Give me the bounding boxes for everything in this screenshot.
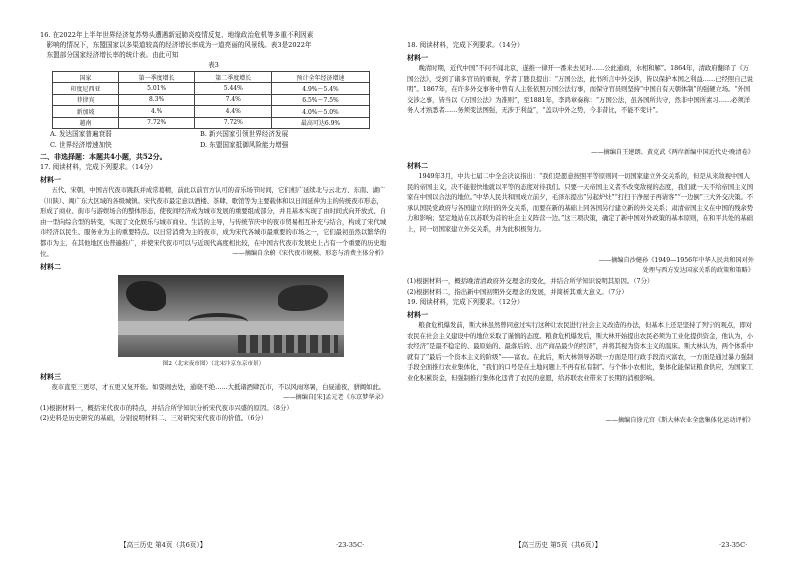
table-cell: 越南 [53, 117, 119, 128]
table-cell: 最高可达6.9% [272, 117, 370, 128]
material-1-source: ——摘编自王建朗、黄克武《两岸新编中国近代史·晚清卷》 [591, 149, 754, 156]
material-3-heading: 材料三 [40, 371, 61, 381]
q19-title: 19. 阅读材料，完成下列要求。（12分） [407, 298, 524, 306]
table-cell: 4.4% [195, 106, 272, 117]
table-cell: 4.0%～5.0% [272, 106, 370, 117]
q17-part-2: (2)史料是历史研究的基础，分别说明材料二、三对研究宋代夜市的价值。（6分） [40, 414, 268, 423]
material-1-source: ——摘编自徐元宫《斯大林农业全盘集体化运动评析》 [605, 417, 754, 424]
table-cell: 7.4% [195, 94, 272, 105]
table-cell: 5.01% [118, 83, 195, 94]
q16-stem-line1: 16. 在2022年上半年世界经济复苏势头遭遇新冠肺炎疫情反复、地缘政治危机等多重不利因素 [40, 31, 314, 39]
painting-trees [278, 285, 328, 311]
q16-options [50, 129, 387, 151]
q18-part-2: (2)根据材料二，指出新中国初期外交理念的发展，并简析其重大意义。（7分） [407, 287, 628, 296]
q18-title: 18. 阅读材料，完成下列要求。（14分） [407, 41, 524, 49]
footer-code: ·23-35C· [719, 541, 748, 549]
table-cell: 新加坡 [53, 106, 119, 117]
q17-title: 17. 阅读材料，完成下列要求。（14分） [40, 162, 157, 171]
footer-code: ·23-35C· [336, 541, 365, 549]
q16-stem-line3: 东盟部分国家经济增长率的统计表。由此可知 [46, 51, 179, 59]
option-a: A. 发达国家普遍衰弱 [50, 129, 112, 138]
material-1-heading: 材料一 [407, 310, 428, 319]
painting-houses [238, 335, 338, 353]
table-cell: 印度尼西亚 [53, 83, 119, 94]
right-page [397, 0, 794, 561]
option-c: C. 世界经济增速加快 [50, 140, 112, 149]
table-header: 第二季度增长 [195, 72, 272, 83]
night-market-painting [118, 275, 344, 357]
material-1-text: 晚清时期，近代中国“不问不闻北京，遂推一律开一番来去见对……公此通商，水相和解”。1864年，清政府翻译了《万国公法》，受到了诸多官员的重视，学者丁韪良提出：“万国公法，此书所言中外交涉，皆以保护本国之利益……已经照自己说明”。1867年，在许多外交事务中曾有人主张依照万国公法行事，而保守官员则坚持“中国自有天朝体制”的强硬立场。“外国交涉之事，皆当以《万国公法》为准则”，至1881年，李鸿章奏称：“万国公法，虽各国所共守，然非中国所素习……必须洋务人才熟悉者……务须变法图强，无涉于利益”，“盖以中外之势，今非昔比，不能不变计”。 [407, 64, 753, 115]
table-row [53, 117, 370, 128]
footer-page-label: 【高三历史 第4页（共6页）】 [120, 541, 207, 549]
table-cell: 4.9%～5.4% [272, 83, 370, 94]
table-cell: 7.72% [118, 117, 195, 128]
table-cell: 7.72% [195, 117, 272, 128]
material-1-heading: 材料一 [40, 174, 61, 184]
table-header: 国家 [53, 72, 119, 83]
table-cell: 4.% [118, 106, 195, 117]
table-cell: 菲律宾 [53, 94, 119, 105]
growth-table [52, 71, 370, 129]
table-cell: 6.5%～7.5% [272, 94, 370, 105]
material-3-text: 夜市直至三更尽，才五更又复开张。如耍闹去处，通晓不绝……大抵诸酒肆瓦市，不以风雨寒暑，白昼通夜，骈阗如此。 [51, 382, 385, 391]
material-2-text: 1949年3月，中共七届二中全会决议指出：“我们是愿意按照平等原则同一切国家建立外交关系的，但是从来敌视中国人民的帝国主义，决不能很快地就以平等的态度对待我们。只要一天帝国主义者不改变敌视的态度，我们就一天不给帝国主义国家在中国以合法的地位。”中华人民共和国成立前夕，毛泽东提出“另起炉灶”“打扫干净屋子再请客”“一边倒”三大外交决策。不承认国民党政府与各国建立的旧的外交关系，而要在新的基础上同各国另行建立新的外交关系；肃清帝国主义在中国的残余势力和影响；坚定地站在以苏联为首的社会主义阵营一边。”这三项决策，确定了新中国对外政策的基本原则，在和平共处的基础上，同一切国家建立外交关系，并为此积极努力。 [407, 172, 754, 233]
material-2-source-line2: 处理与西方发达国家关系的政策和策略》 [642, 267, 754, 274]
table-row [53, 106, 370, 117]
material-2-heading: 材料二 [40, 261, 61, 271]
material-1-source: ——摘编自余蔚《宋代夜市规模、形态与消费主体分析》 [232, 249, 387, 257]
q18-part-1: (1)根据材料一，概括晚清清政府外交理念的变化，并结合所学知识说明其原因。（7分） [407, 277, 654, 285]
table-header-row [53, 72, 370, 83]
material-1-text: 五代、宋朝，中国古代夜市跳跃并成常葛精，前此以前官方认可的音乐场节时间，它们相广延续北与云北方、东南、湖广（川陕）、闽广东大区域的各级城镇。宋代夜市最定意以酒楼、茶肆、歌馆等为主要载体和以日间延伸为主的传统夜市形态，形成了商业、街市与游娱场合的整体形态，使夜间经济成为城市发展的重要组成部分，并且基本实现了由时间式向开放式、自由一型向综合型的转变，实现了文化娱乐与城市商业、生活的主导，与传统节庆中的夜市贸易相互补充与结合，构成了宋代城市经济以民生、服务业为主的重要特点。以日常消费为主的夜市，成为宋代各城市最重要的市场之一，它们最初虽然以繁华的都市为主，在其他地区也普遍推广，并使宋代夜市可以与近现代高度相比较，在中国古代夜市发展史上占有一个重要的历史地位。 [40, 185, 386, 258]
option-d: D. 东盟国家抵御风险能力增强 [200, 140, 289, 149]
table-header: 第一季度增长 [118, 72, 195, 83]
section-heading: 二、非选择题：本题共4小题，共52分。 [40, 151, 167, 161]
table-row [53, 94, 370, 105]
painting-trees [126, 281, 166, 311]
material-2-source-line1: ——摘编自沙健孙《1949—1956年中华人民共和国对外 [598, 257, 754, 264]
material-3-source: ——摘编自[宋]孟元老《东京梦华录》 [283, 393, 387, 401]
painting-bridge [188, 313, 248, 331]
table-cell: 5.44% [195, 83, 272, 94]
table-header: 预计全年经济增速 [272, 72, 370, 83]
table-row [53, 83, 370, 94]
material-2-heading: 材料二 [407, 161, 428, 170]
table-cell: 8.3% [118, 94, 195, 105]
footer-page-label: 【高三历史 第5页（共6页）】 [515, 541, 602, 549]
table-caption: 表3 [208, 61, 219, 69]
option-b: B. 新兴国家引领世界经济发展 [200, 129, 289, 138]
material-1-text: 粮食危机爆发前，斯大林虽然曾同意过实行这种让农民进行社会主义改造的办法，但基本上还是坚持了列宁的观点，即对农民在社会主义建设中的地位采取了谨慎的态度。粮食危机爆发后，斯大林开始提出农民必须为工业化提供资金，他认为，小农经济“是最不稳定的、最原始的、最落后的、出产商品最少的经济”，并将其视为资本主义的温床。斯大林认为，两个体系中就有了“最后一个资本主义的阶级”——富农。在此后，斯大林领导苏联一方面是用行政手段消灭富农，一方面是通过暴力强制手段全面推行农业集体化，“我们的口号是在土地问题上不再有私有制”。与个体小农相比，集体化能保证粮食供应，为国家工业化积累资金，但强制推行集体化违背了农民的意愿，给苏联农业带来了长期的消极影响。 [407, 321, 754, 382]
q16-stem-line2: 影响的情况下，东盟国家以多渠道较高的经济增长率成为一道亮丽的风景线。表3是2022年 [46, 41, 312, 49]
figure-caption: 图2（北宋夜市图）（北宋汴京东京市景） [162, 360, 265, 367]
material-1-heading: 材料一 [407, 53, 428, 62]
q17-part-1: (1)根据材料一，概括宋代夜市的特点，并结合所学知识分析宋代夜市兴盛的原因。（8分） [40, 403, 293, 412]
